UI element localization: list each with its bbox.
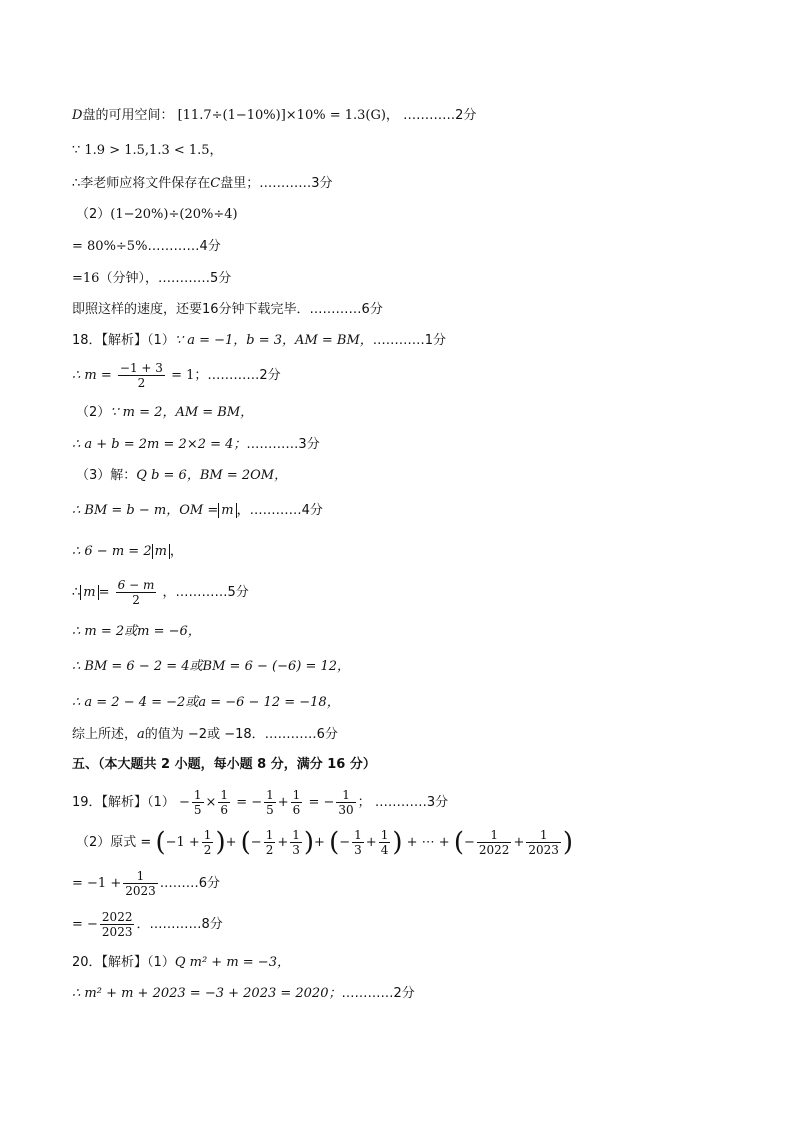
line-q18-sum: ∴ a + b = 2m = 2×2 = 4；…………3分 [72,437,320,452]
line-q18-m-fraction: ∴ m = $\frac{-1 + 3}{2}$ = 1；…………2分 [72,361,281,390]
line-q18-abs-eq: ∴ 6 − m = 2 m ， [72,544,183,559]
line-q19-part1: 19．【解析】（1） − $\frac{1}{5}$ × $\frac{1}{6}$ = − $\frac{1}{5}$ + $\frac{1}{6}$ = − $\frac{1}{30}$ ； …………3分 [72,788,449,817]
line-q20-result: ∴ m² + m + 2023 = −3 + 2023 = 2020；…………2分 [72,986,415,1001]
line-q18-a-values: ∴ a = 2 − 4 = −2或a = −6 − 12 = −18， [72,695,340,710]
line-q19-step: = −1 + $\frac{1}{2023}$ ………6分 [72,869,221,898]
line-q18-bm-values: ∴ BM = 6 − 2 = 4或BM = 6 − (−6) = 12， [72,659,351,674]
section-heading-five: 五、（本大题共 2 小题，每小题 8 分，满分 16 分） [72,757,376,772]
line-because-compare: ∵ 1.9 > 1.5,1.3 < 1.5， [72,143,223,158]
line-q18-part3: （3）解：Q b = 6，BM = 2OM， [76,468,288,483]
fraction: $\frac{-1 + 3}{2}$ [119,361,163,390]
line-q19-part2: （2）原式 = (−1 + $\frac{1}{2}$ )+ (− $\frac{1}{2}$ + $\frac{1}{3}$ )+ (− $\frac{1}{3}$ + $\frac{1}{4}$ ) + ⋯ + (− $\frac{1}{2022}$ + $\frac{1}{2023}$ ) [76,827,574,858]
line-d-drive-space: D盘的可用空间： [11.7÷(1−10%)]×10% = 1.3(G)， …………2分 [72,108,477,123]
line-q18-abs-frac: ∴ m = $\frac{6 - m}{2}$ ，…………5分 [72,578,249,607]
line-part2-result: =16（分钟），…………5分 [72,271,232,286]
points-marker: …………2分 [403,108,477,123]
fraction: $\frac{6 - m}{2}$ [117,578,155,607]
line-q18-bm-om: ∴ BM = b − m，OM = m ，…………4分 [72,503,323,518]
line-part2-expression: （2）(1−20%)÷(20%÷4) [76,207,238,222]
line-q18-summary: 综上所述，a的值为 −2或 −18．…………6分 [72,727,338,742]
line-q18-m-values: ∴ m = 2或m = −6， [72,624,201,639]
line-conclusion-c-drive: ∴李老师应将文件保存在C盘里；…………3分 [72,176,333,191]
line-q19-result: = − $\frac{2022}{2023}$ ．…………8分 [72,910,223,939]
line-part2-answer: 即照这样的速度，还要16分钟下载完毕．…………6分 [72,302,383,317]
line-q20-given: 20．【解析】（1）Q m² + m = −3， [72,955,290,970]
line-part2-step: = 80%÷5%…………4分 [72,239,221,254]
line-q18-part2: （2）∵ m = 2，AM = BM， [76,405,254,420]
line-q18-part1: 18．【解析】（1）∵ a = −1，b = 3，AM = BM，…………1分 [72,333,447,348]
